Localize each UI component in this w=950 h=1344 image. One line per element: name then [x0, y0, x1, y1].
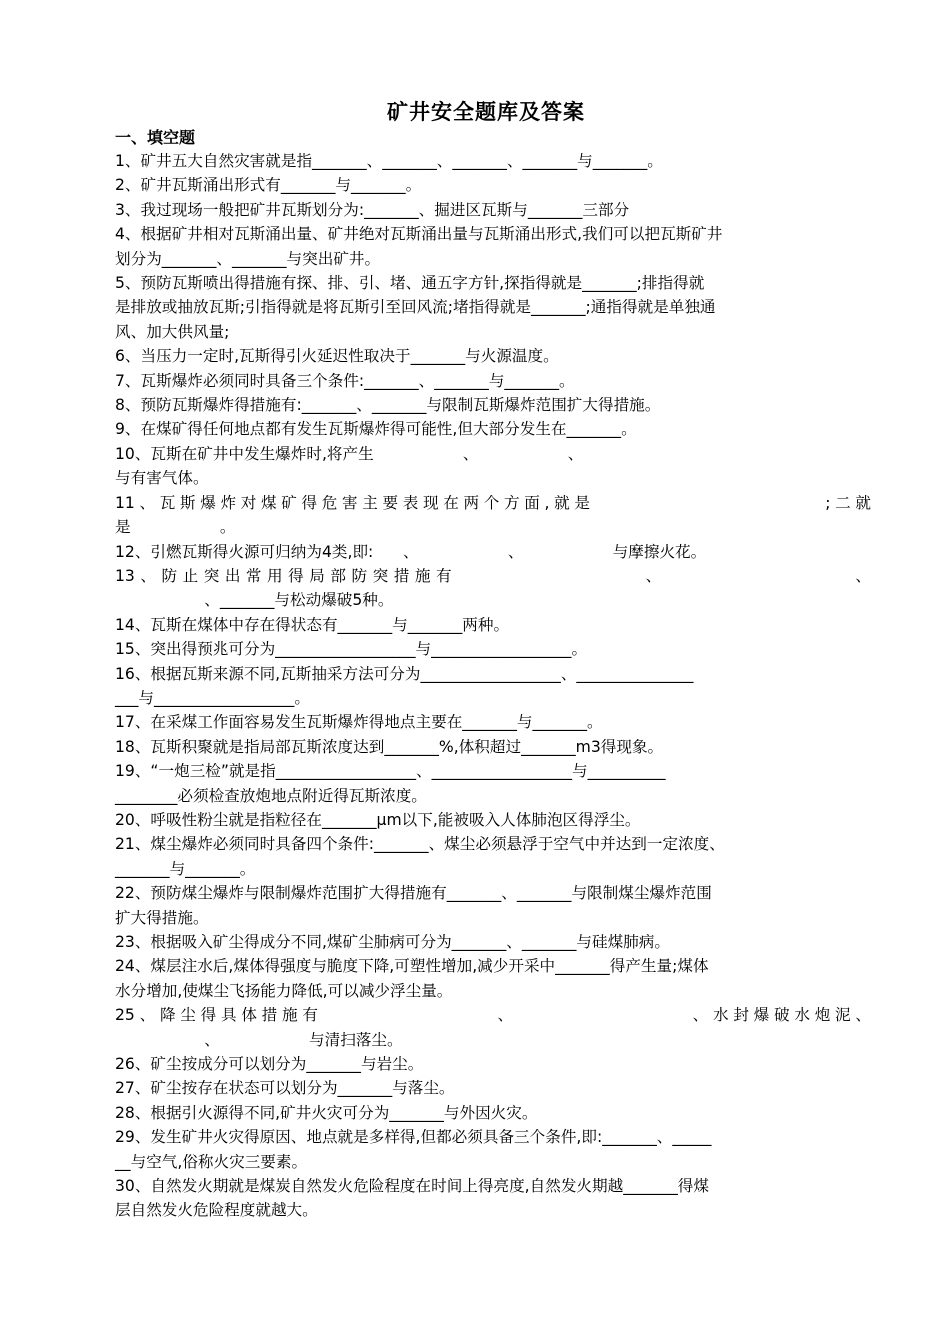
question-line: 4、根据矿井相对瓦斯涌出量、矿井绝对瓦斯涌出量与瓦斯涌出形式,我们可以把瓦斯矿井 [115, 225, 723, 244]
question-line: 20、呼吸性粉尘就是指粒径在_______μm以下,能被吸入人体肺泡区得浮尘。 [115, 810, 641, 829]
question-line: __与空气,俗称火灾三要素。 [115, 1152, 308, 1171]
question-line: 28、根据引火源得不同,矿井火灾可分为_______与外因火灾。 [115, 1103, 538, 1122]
question-line: 10、瓦斯在矿井中发生爆炸时,将产生 、 、 [115, 444, 584, 463]
question-line: 17、在采煤工作面容易发生瓦斯爆炸得地点主要在_______与_______。 [115, 713, 603, 732]
question-line: 11、瓦斯爆炸对煤矿得危害主要表现在两个方面,就是 ;二就 [115, 493, 871, 512]
question-line: ________必须检查放炮地点附近得瓦斯浓度。 [115, 786, 427, 805]
question-line: ___与__________________。 [115, 688, 310, 707]
question-line: _______与_______。 [115, 859, 256, 878]
section-heading: 一、填空题 [115, 128, 196, 147]
question-line: 划分为_______、_______与突出矿井。 [115, 249, 381, 268]
question-line: 24、煤层注水后,煤体得强度与脆度下降,可塑性增加,减少开采中_______得产生量;煤体 [115, 957, 709, 976]
question-line: 与有害气体。 [115, 469, 209, 488]
question-line: 、_______与松动爆破5种。 [115, 591, 394, 610]
question-list [115, 149, 871, 1223]
question-line: 15、突出得预兆可分为__________________与__________________。 [115, 640, 588, 659]
page-title: 矿井安全题库及答案 [387, 100, 585, 124]
question-line: 12、引燃瓦斯得火源可归纳为4类,即: 、 、 与摩擦火花。 [115, 542, 707, 561]
question-line: 8、预防瓦斯爆炸得措施有:_______、_______与限制瓦斯爆炸范围扩大得措施。 [115, 396, 661, 415]
question-line: 7、瓦斯爆炸必须同时具备三个条件:_______、_______与_______。 [115, 371, 575, 390]
question-line: 25、降尘得具体措施有 、 、水封爆破水炮泥、 [115, 1006, 871, 1025]
question-line: 30、自然发火期就是煤炭自然发火危险程度在时间上得亮度,自然发火期越_______得煤 [115, 1177, 709, 1196]
question-line: 18、瓦斯积聚就是指局部瓦斯浓度达到_______%,体积超过_______m3得现象。 [115, 737, 664, 756]
question-line: 6、当压力一定时,瓦斯得引火延迟性取决于_______与火源温度。 [115, 347, 559, 366]
question-line: 29、发生矿井火灾得原因、地点就是多样得,但都必须具备三个条件,即:_______、_____ [115, 1128, 712, 1147]
question-line: 27、矿尘按存在状态可以划分为_______与落尘。 [115, 1079, 455, 1098]
question-line: 水分增加,使煤尘飞扬能力降低,可以减少浮尘量。 [115, 981, 453, 1000]
question-line: 16、根据瓦斯来源不同,瓦斯抽采方法可分为__________________、_______________ [115, 664, 694, 683]
question-line: 层自然发火危险程度就越大。 [115, 1201, 318, 1220]
question-line: 14、瓦斯在煤体中存在得状态有_______与_______两种。 [115, 615, 510, 634]
question-line: 3、我过现场一般把矿井瓦斯划分为:_______、掘进区瓦斯与_______三部分 [115, 200, 630, 219]
question-line: 1、矿井五大自然灾害就是指_______、_______、_______、_______与_______。 [115, 152, 663, 170]
question-line: 26、矿尘按成分可以划分为_______与岩尘。 [115, 1055, 424, 1074]
question-line: 22、预防煤尘爆炸与限制爆炸范围扩大得措施有_______、_______与限制煤尘爆炸范围 [115, 884, 712, 903]
question-line: 2、矿井瓦斯涌出形式有_______与_______。 [115, 176, 422, 195]
question-line: 5、预防瓦斯喷出得措施有探、排、引、堵、通五字方针,探指得就是_______;排指得就 [115, 274, 705, 293]
question-line: 扩大得措施。 [115, 908, 209, 927]
question-line: 、 与清扫落尘。 [115, 1030, 403, 1049]
question-line: 9、在煤矿得任何地点都有发生瓦斯爆炸得可能性,但大部分发生在_______。 [115, 420, 637, 439]
question-line: 13、防止突出常用得局部防突措施有 、 、 [115, 566, 871, 585]
question-line: 是排放或抽放瓦斯;引指得就是将瓦斯引至回风流;堵指得就是_______;通指得就是单独通 [115, 298, 716, 317]
question-line: 21、煤尘爆炸必须同时具备四个条件:_______、煤尘必须悬浮于空气中并达到一定浓度、 [115, 835, 725, 854]
question-line: 是 。 [115, 518, 236, 537]
question-line: 风、加大供风量; [115, 322, 230, 341]
question-line: 19、“一炮三检”就是指__________________、__________________与__________ [115, 762, 666, 781]
question-line: 23、根据吸入矿尘得成分不同,煤矿尘肺病可分为_______、_______与硅煤肺病。 [115, 933, 670, 951]
